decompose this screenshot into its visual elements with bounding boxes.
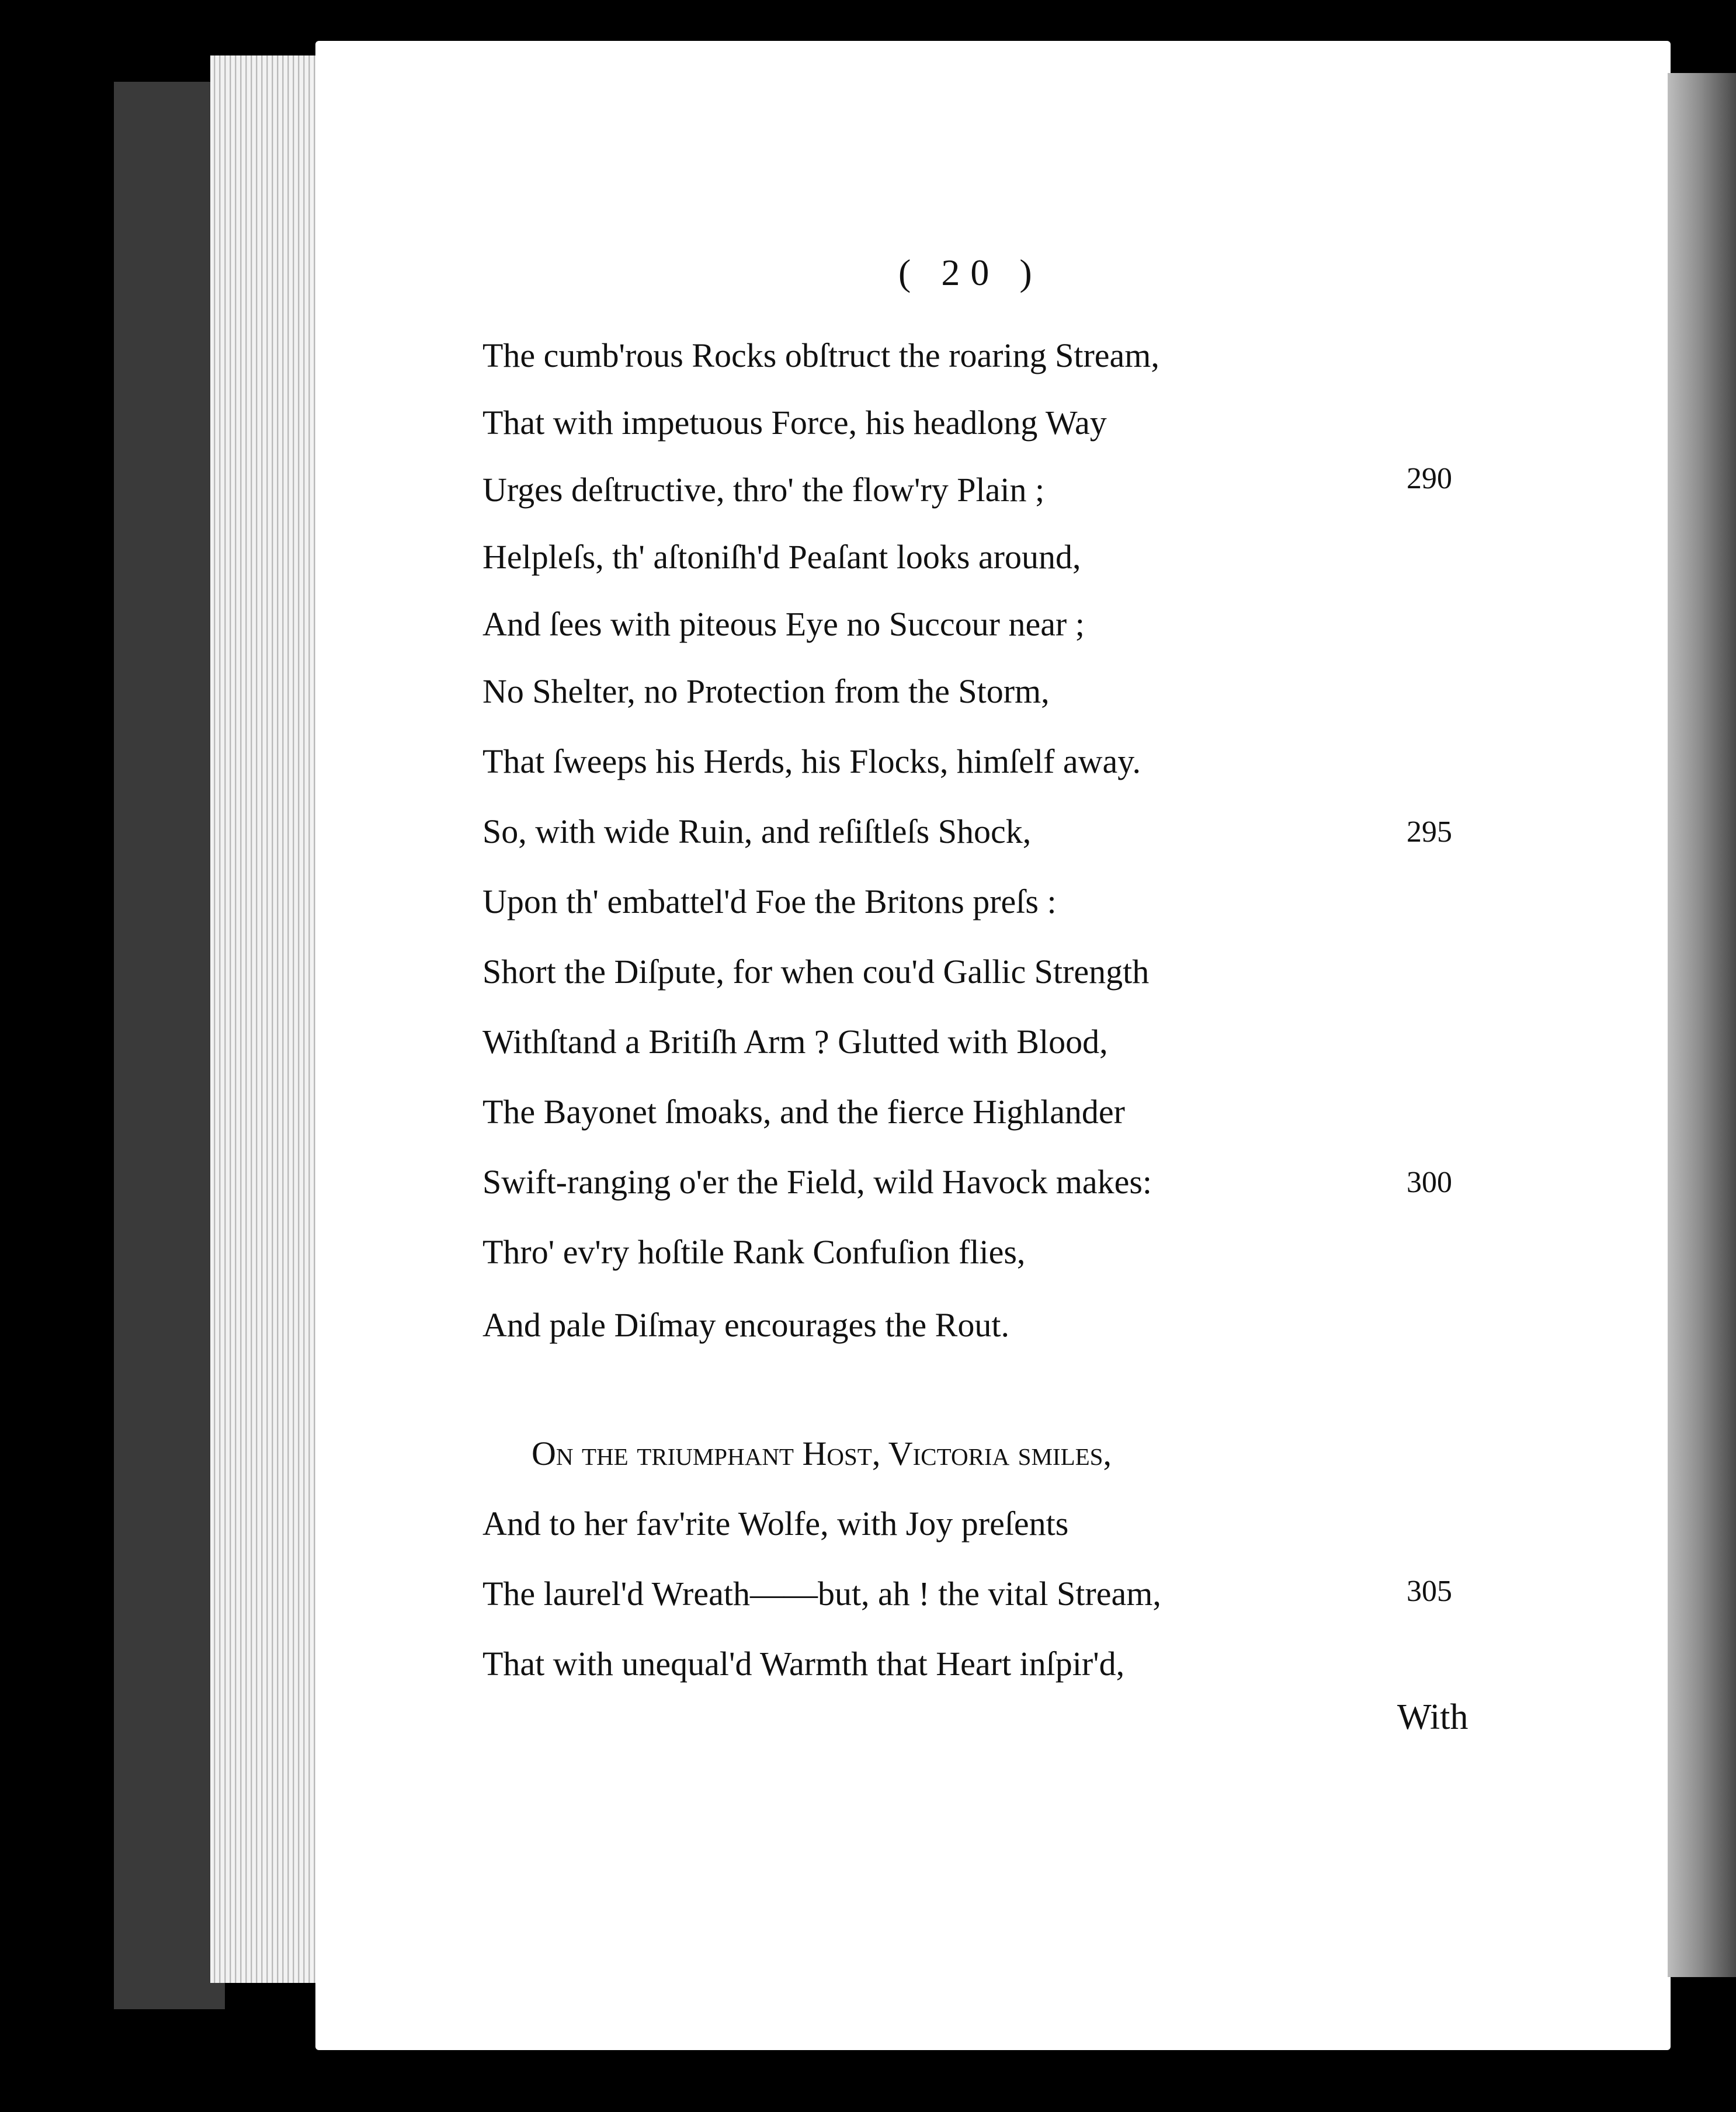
line-number: 300 [1407, 1166, 1452, 1199]
left-binding-shadow [114, 82, 225, 2009]
right-page-fold [1668, 73, 1736, 1977]
poem-line: That with unequal'd Warmth that Heart inſpir'd, [482, 1645, 1125, 1683]
poem-line: Short the Diſpute, for when cou'd Gallic Strength [482, 953, 1150, 991]
poem-line: On the triumphant Hoſt, Victoria ſmiles, [532, 1434, 1112, 1472]
catchword: With [1397, 1697, 1468, 1737]
poem-line: Withſtand a Britiſh Arm ? Glutted with Blood, [482, 1023, 1108, 1061]
line-number: 295 [1407, 815, 1452, 849]
bottom-scan-border [0, 2056, 1736, 2112]
poem-line: And ſees with piteous Eye no Succour near ; [482, 605, 1085, 643]
page-number: ( 20 ) [898, 252, 1043, 293]
poem-line: Urges deſtructive, thro' the flow'ry Plain ; [482, 471, 1045, 509]
poem-line: And pale Diſmay encourages the Rout. [482, 1306, 1009, 1344]
poem-line: Swift-ranging o'er the Field, wild Havock makes: [482, 1163, 1152, 1201]
poem-line: The cumb'rous Rocks obſtruct the roaring Stream, [482, 336, 1159, 374]
poem-line: That ſweeps his Herds, his Flocks, himſelf away. [482, 742, 1141, 780]
poem-line: The laurel'd Wreath——but, ah ! the vital Stream, [482, 1575, 1161, 1613]
poem-line: Thro' ev'ry hoſtile Rank Confuſion flies, [482, 1233, 1026, 1271]
poem-line: No Shelter, no Protection from the Storm, [482, 672, 1050, 710]
poem-line: Upon th' embattel'd Foe the Britons preſs : [482, 883, 1057, 920]
poem-line: And to her fav'rite Wolfe, with Joy preſents [482, 1505, 1069, 1543]
poem-line: So, with wide Ruin, and reſiſtleſs Shock, [482, 812, 1032, 850]
poem-line: The Bayonet ſmoaks, and the fierce Highlander [482, 1093, 1125, 1131]
poem-line: That with impetuous Force, his headlong Way [482, 404, 1107, 442]
poem-line: Helpleſs, th' aſtoniſh'd Peaſant looks around, [482, 538, 1081, 576]
line-number: 290 [1407, 462, 1452, 495]
line-number: 305 [1407, 1575, 1452, 1608]
page-edges [210, 55, 321, 1983]
